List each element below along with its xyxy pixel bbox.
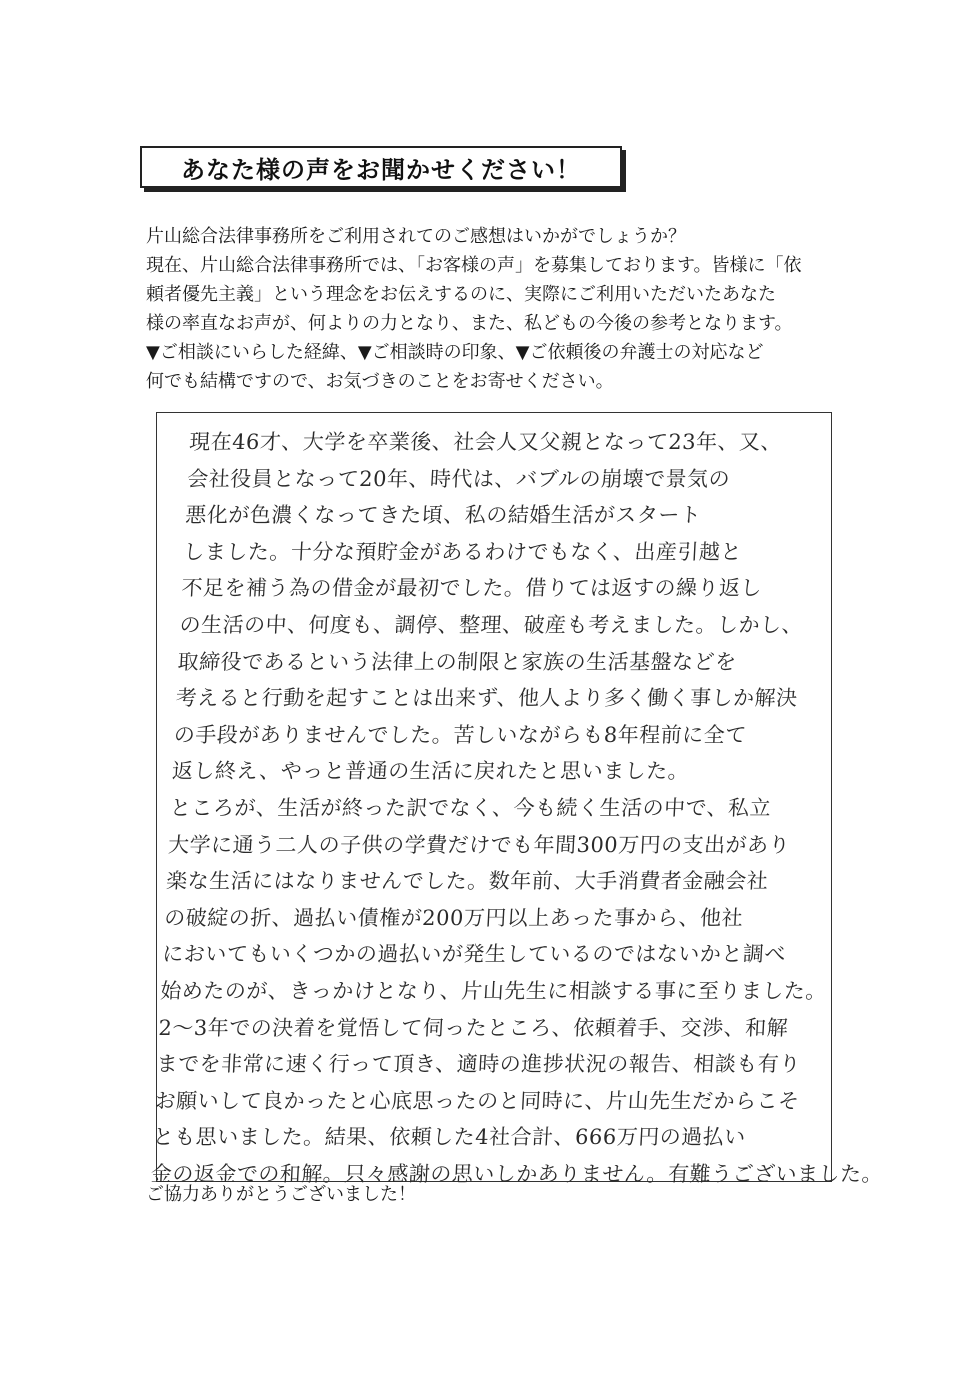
comment-line: 大学に通う二人の子供の学費だけでも年間300万円の支出があり bbox=[167, 832, 791, 857]
comment-line: においてもいくつかの過払いが発生しているのではないかと調べ bbox=[161, 942, 787, 967]
thanks-text: ご協力ありがとうございました！ bbox=[146, 1184, 416, 1205]
comment-line: ところが、生活が終った訳でなく、今も続く生活の中で、私立 bbox=[169, 795, 772, 820]
comment-line: 始めたのが、きっかけとなり、片山先生に相談する事に至りました。 bbox=[159, 978, 828, 1003]
comment-line: の手段がありませんでした。苦しいながらも8年程前に全て bbox=[173, 722, 748, 747]
comment-line: までを非常に速く行って頂き、適時の進捗状況の報告、相談も有り bbox=[155, 1052, 802, 1077]
comment-line: お願いして良かったと心底思ったのと同時に、片山先生だからこそ bbox=[154, 1088, 801, 1113]
handwritten-comment bbox=[150, 424, 884, 1192]
comment-line: 2～3年での決着を覚悟して伺ったところ、依頼着手、交渉、和解 bbox=[157, 1015, 789, 1040]
comment-line: の破綻の折、過払い債権が200万円以上あった事から、他社 bbox=[163, 905, 744, 930]
intro-line: 片山総合法律事務所をご利用されてのご感想はいかがでしょうか？ bbox=[146, 226, 686, 247]
page-title: あなた様の声をお聞かせください！ bbox=[140, 146, 622, 188]
comment-line: 現在46才、大学を卒業後、社会人又父親となって23年、又、 bbox=[188, 430, 783, 454]
comment-line: 返し終え、やっと普通の生活に戻れたと思いました。 bbox=[171, 759, 690, 784]
comment-line: しました。十分な預貯金があるわけでもなく、出産引越と bbox=[182, 539, 743, 564]
comment-line: 取締役であるという法律上の制限と家族の生活基盤などを bbox=[177, 649, 738, 674]
comment-line: 悪化が色濃くなってきた頃、私の結婚生活がスタート bbox=[184, 503, 702, 528]
intro-line: 何でも結構ですので、お気づきのことをお寄せください。 bbox=[146, 371, 614, 392]
comment-line: の生活の中、何度も、調停、整理、破産も考えました。しかし、 bbox=[178, 612, 804, 637]
intro-line: 様の率直なお声が、何よりの力となり、また、私どもの今後の参考となります。 bbox=[146, 313, 793, 334]
intro-text bbox=[146, 222, 846, 396]
comment-line: 考えると行動を起すことは出来ず、他人より多く働く事しか解決 bbox=[175, 686, 799, 711]
comment-line: 会社役員となって20年、時代は、バブルの崩壊で景気の bbox=[186, 466, 731, 491]
comment-line: 楽な生活にはなりませんでした。数年前、大手消費者金融会社 bbox=[165, 869, 769, 894]
intro-line: 現在、片山総合法律事務所では、「お客様の声」を募集しております。皆様に「依 bbox=[146, 255, 802, 276]
comment-line: 金の返金での和解。只々感謝の思いしかありません。有難うございました。 bbox=[150, 1161, 884, 1186]
comment-line: とも思いました。結果、依頼した4社合計、666万円の過払い bbox=[152, 1125, 747, 1150]
comment-line: 不足を補う為の借金が最初でした。借りては返すの繰り返し bbox=[180, 576, 763, 601]
intro-line: 頼者優先主義」という理念をお伝えするのに、実際にご利用いただいたあなた bbox=[146, 284, 776, 305]
intro-line: ▼ご相談にいらした経緯、▼ご相談時の印象、▼ご依頼後の弁護士の対応など bbox=[146, 342, 764, 363]
